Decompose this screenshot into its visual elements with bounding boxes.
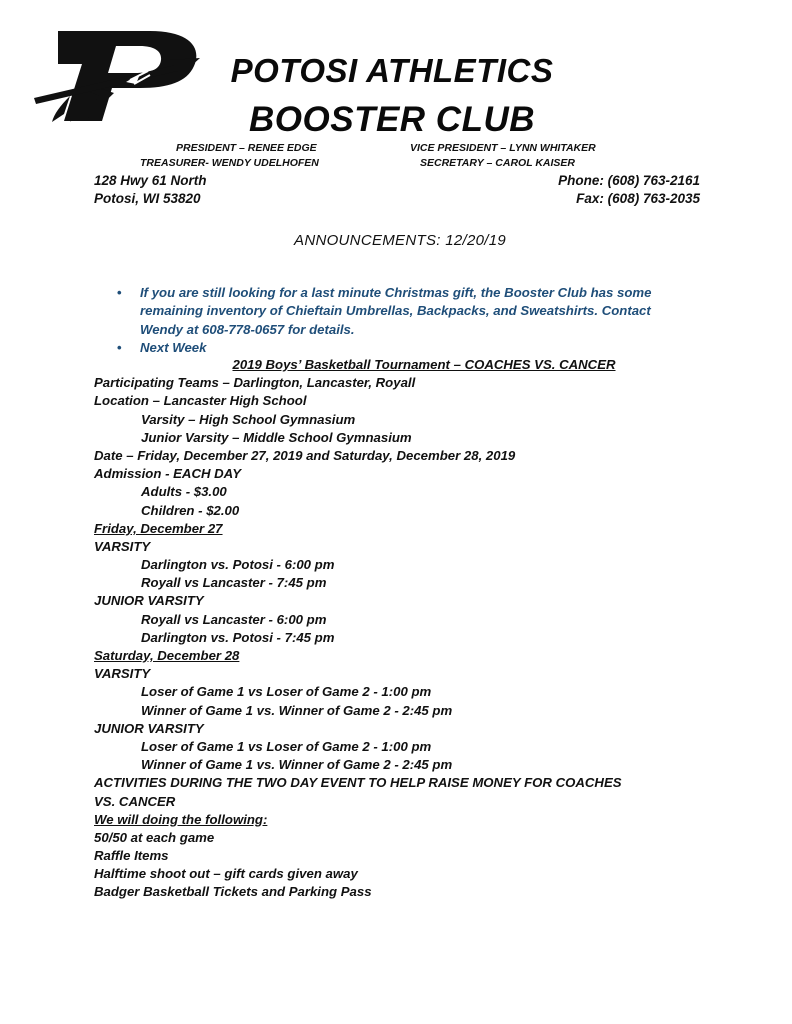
activity-item: Raffle Items (94, 848, 169, 864)
announcement-bullets (114, 284, 684, 358)
participating-teams: Participating Teams – Darlington, Lancaster, Royall (94, 375, 416, 391)
fax-number: Fax: (608) 763-2035 (576, 191, 700, 206)
bullet-text: If you are still looking for a last minute Christmas gift, the Booster Club has some remaining inventory of Chieftain Umbrellas, Backpacks, and Sweatshirts. Contact Wendy at 608-778-0657 for details. (140, 285, 652, 337)
treasurer-label: TREASURER- WENDY UDELHOFEN (140, 157, 319, 169)
saturday-varsity-game2: Winner of Game 1 vs. Winner of Game 2 - 2:45 pm (141, 702, 453, 718)
address-line1: 128 Hwy 61 North (94, 173, 207, 188)
activity-item: Halftime shoot out – gift cards given away (94, 866, 358, 882)
event-date: Date – Friday, December 27, 2019 and Saturday, December 28, 2019 (94, 447, 516, 463)
friday-varsity-game2: Royall vs Lancaster - 7:45 pm (141, 575, 327, 591)
location-junior-varsity: Junior Varsity – Middle School Gymnasium (141, 429, 412, 445)
friday-varsity-heading: VARSITY (94, 538, 151, 554)
page-title-line1: POTOSI ATHLETICS (230, 52, 554, 89)
bullet-item (114, 339, 684, 357)
admission-children: Children - $2.00 (141, 502, 240, 518)
activity-item: Badger Basketball Tickets and Parking Pass (94, 884, 372, 900)
bullet-icon: • (117, 340, 122, 356)
secretary-label: SECRETARY – CAROL KAISER (420, 157, 576, 169)
friday-jv-game1: Royall vs Lancaster - 6:00 pm (141, 611, 327, 627)
friday-jv-heading: JUNIOR VARSITY (94, 593, 204, 609)
phone-number: Phone: (608) 763-2161 (558, 173, 700, 188)
friday-heading: Friday, December 27 (94, 520, 223, 536)
bullet-item (114, 284, 684, 339)
saturday-varsity-heading: VARSITY (94, 666, 151, 682)
bullet-text: Next Week (140, 340, 207, 356)
page-title-line2: BOOSTER CLUB (249, 100, 535, 139)
saturday-heading: Saturday, December 28 (94, 648, 240, 663)
activity-item: 50/50 at each game (94, 829, 215, 845)
saturday-jv-game2: Winner of Game 1 vs. Winner of Game 2 - 2:45 pm (141, 757, 453, 773)
saturday-jv-game1: Loser of Game 1 vs Loser of Game 2 - 1:00 pm (141, 738, 432, 754)
admission-adults: Adults - $3.00 (141, 484, 227, 500)
bullet-icon: • (117, 285, 122, 300)
activities-subheading: We will doing the following: (94, 811, 268, 827)
location: Location – Lancaster High School (94, 393, 307, 409)
friday-varsity-game1: Darlington vs. Potosi - 6:00 pm (141, 557, 335, 573)
location-varsity: Varsity – High School Gymnasium (141, 411, 356, 427)
vice-president-label: VICE PRESIDENT – LYNN WHITAKER (410, 142, 596, 154)
announcements-heading: ANNOUNCEMENTS: 12/20/19 (294, 232, 506, 249)
activities-heading-line2: VS. CANCER (94, 793, 176, 809)
activities-heading-line1: ACTIVITIES DURING THE TWO DAY EVENT TO HELP RAISE MONEY FOR COACHES (94, 775, 622, 791)
saturday-varsity-game1: Loser of Game 1 vs Loser of Game 2 - 1:00 pm (141, 684, 432, 700)
admission-heading: Admission - EACH DAY (94, 466, 242, 482)
president-label: PRESIDENT – RENEE EDGE (176, 142, 317, 154)
friday-jv-game2: Darlington vs. Potosi - 7:45 pm (141, 629, 335, 645)
saturday-jv-heading: JUNIOR VARSITY (94, 720, 204, 736)
tournament-details (94, 356, 734, 902)
address-line2: Potosi, WI 53820 (94, 191, 201, 206)
tournament-heading: 2019 Boys’ Basketball Tournament – COACHES VS. CANCER (232, 357, 616, 372)
